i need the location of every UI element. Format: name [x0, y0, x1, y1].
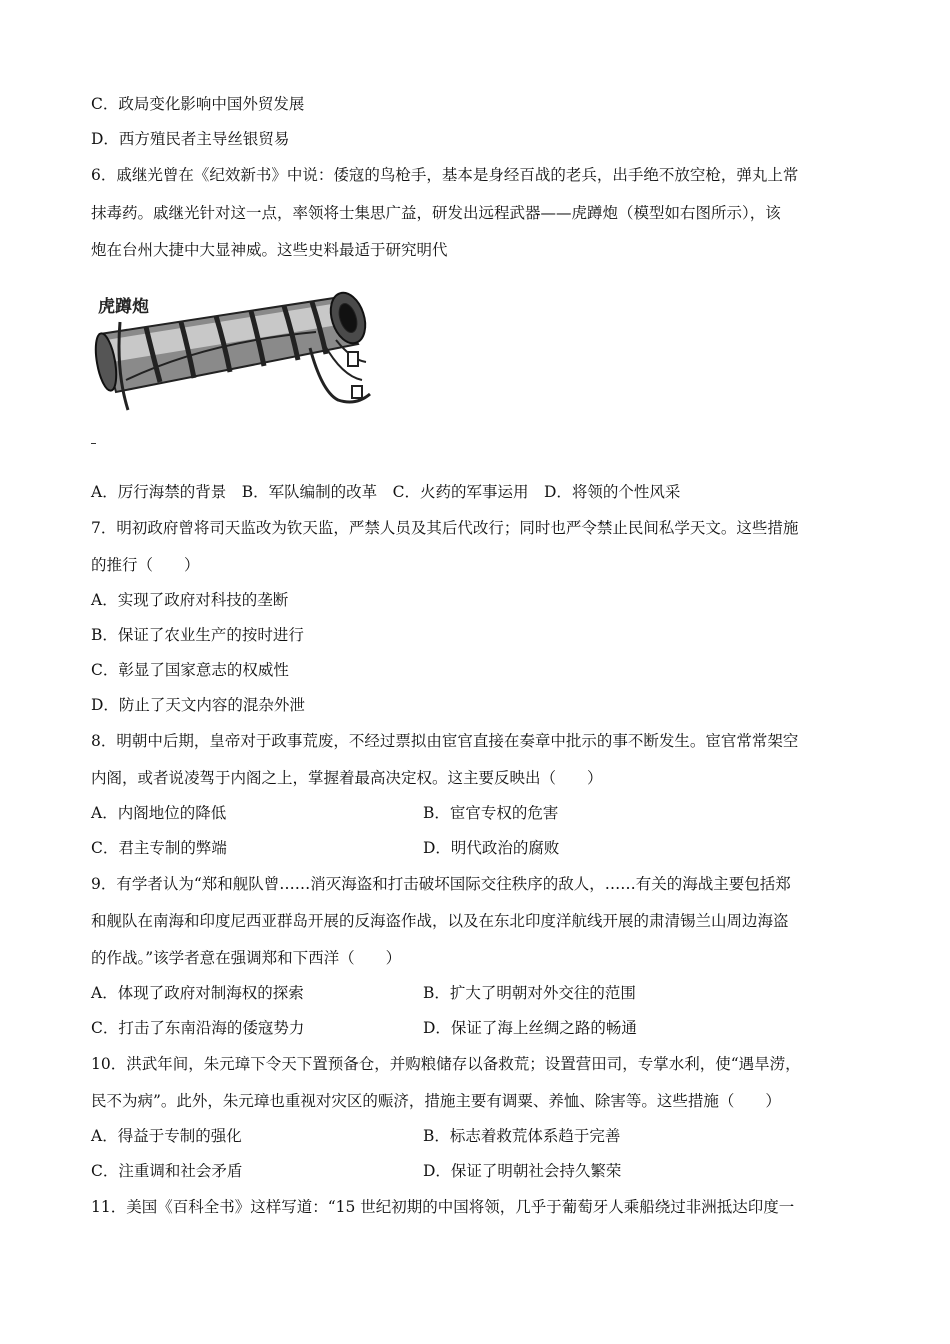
q6-stem-line-1: 6．戚继光曾在《纪效新书》中说：倭寇的鸟枪手，基本是身经百战的老兵，出手绝不放空枪，弹丸上常 — [91, 166, 799, 184]
q9-stem-line-3: 的作战。”该学者意在强调郑和下西洋（ ） — [91, 949, 402, 967]
q9-stem-line-2: 和舰队在南海和印度尼西亚群岛开展的反海盗作战，以及在东北印度洋航线开展的肃清锡兰山周边海盗 — [91, 912, 789, 930]
q10-option-d: D．保证了明朝社会持久繁荣 — [423, 1162, 622, 1180]
q8-option-d: D．明代政治的腐败 — [423, 839, 560, 857]
q8-option-b: B．宦官专权的危害 — [423, 804, 559, 822]
q7-option-a: A．实现了政府对科技的垄断 — [91, 591, 289, 609]
q10-stem-line-2: 民不为病”。此外，朱元璋也重视对灾区的赈济，措施主要有调粟、养恤、除害等。这些措施（ ） — [91, 1092, 781, 1110]
q8-option-c: C．君主专制的弊端 — [91, 839, 227, 857]
figure-label: 虎蹲炮 — [98, 297, 149, 317]
q7-stem-line-2: 的推行（ ） — [91, 556, 200, 574]
q10-stem-line-1: 10．洪武年间，朱元璋下令天下置预备仓，并购粮储存以备救荒；设置营田司，专掌水利，使“遇旱涝， — [91, 1055, 801, 1073]
q10-option-b: B．标志着救荒体系趋于完善 — [423, 1127, 621, 1145]
q10-option-c: C．注重调和社会矛盾 — [91, 1162, 243, 1180]
q8-stem-line-2: 内阁，或者说凌驾于内阁之上，掌握着最高决定权。这主要反映出（ ） — [91, 769, 603, 787]
q7-option-c: C．彰显了国家意志的权威性 — [91, 661, 289, 679]
tiger-crouching-cannon-figure — [86, 282, 376, 412]
q6-options: A．厉行海禁的背景 B．军队编制的改革 C．火药的军事运用 D．将领的个性风采 — [91, 483, 681, 501]
q7-stem-line-1: 7．明初政府曾将司天监改为钦天监，严禁人员及其后代改行；同时也严令禁止民间私学天文。这些措施 — [91, 519, 799, 537]
q6-stem-line-3: 炮在台州大捷中大显神威。这些史料最适于研究明代 — [91, 241, 448, 259]
q8-stem-line-1: 8．明朝中后期，皇帝对于政事荒废，不经过票拟由宦官直接在奏章中批示的事不断发生。宦官常常架空 — [91, 732, 799, 750]
q7-option-d: D．防止了天文内容的混杂外泄 — [91, 696, 305, 714]
q11-stem-line-1: 11．美国《百科全书》这样写道：“15 世纪初期的中国将领，几乎于葡萄牙人乘船绕过非洲抵达印度一 — [91, 1198, 795, 1216]
q9-stem-line-1: 9．有学者认为“郑和舰队曾……消灭海盗和打击破坏国际交往秩序的敌人，……有关的海战主要包括郑 — [91, 875, 791, 893]
q7-option-b: B．保证了农业生产的按时进行 — [91, 626, 304, 644]
q6-stem-line-2: 抹毒药。戚继光针对这一点，率领将士集思广益，研发出远程武器——虎蹲炮（模型如右图所示），该 — [91, 204, 781, 222]
cannon-drawing — [86, 282, 376, 412]
q10-option-a: A．得益于专制的强化 — [91, 1127, 242, 1145]
q9-option-d: D．保证了海上丝绸之路的畅通 — [423, 1019, 637, 1037]
q9-option-b: B．扩大了明朝对外交往的范围 — [423, 984, 636, 1002]
q9-option-a: A．体现了政府对制海权的探索 — [91, 984, 304, 1002]
q8-option-a: A．内阁地位的降低 — [91, 804, 227, 822]
q9-option-c: C．打击了东南沿海的倭寇势力 — [91, 1019, 305, 1037]
q5-option-c: C．政局变化影响中国外贸发展 — [91, 95, 305, 113]
stray-dash-mark — [91, 443, 96, 444]
q5-option-d: D．西方殖民者主导丝银贸易 — [91, 130, 290, 148]
